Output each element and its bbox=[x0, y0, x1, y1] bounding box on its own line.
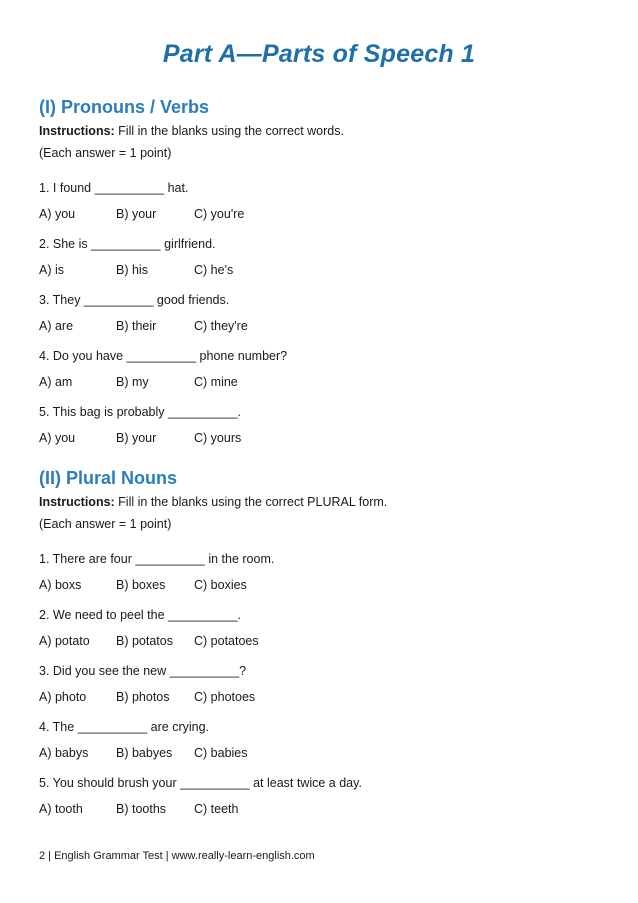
section-plural-nouns bbox=[39, 465, 599, 825]
answer-options bbox=[39, 370, 599, 394]
question-item bbox=[39, 713, 599, 769]
question-text: 5. This bag is probably __________. bbox=[39, 405, 242, 419]
option-a: A) potato bbox=[39, 634, 90, 648]
option-a: A) tooth bbox=[39, 802, 83, 816]
option-c: C) yours bbox=[194, 431, 242, 445]
points-note: (Each answer = 1 point) bbox=[39, 146, 172, 160]
question-item bbox=[39, 342, 599, 398]
instructions bbox=[39, 491, 599, 513]
question-text: 4. The __________ are crying. bbox=[39, 720, 210, 734]
option-b: B) babyes bbox=[116, 746, 173, 760]
question-item bbox=[39, 657, 599, 713]
question-item bbox=[39, 398, 599, 454]
question-text: 1. There are four __________ in the room. bbox=[39, 552, 275, 566]
question-text: 2. We need to peel the __________. bbox=[39, 608, 242, 622]
answer-options bbox=[39, 741, 599, 765]
question-item bbox=[39, 174, 599, 230]
answer-options bbox=[39, 685, 599, 709]
option-b: B) your bbox=[116, 207, 157, 221]
section-heading: (II) Plural Nouns bbox=[39, 468, 178, 488]
instructions-label: Instructions: bbox=[39, 124, 115, 138]
question-text: 3. They __________ good friends. bbox=[39, 293, 230, 307]
option-b: B) photos bbox=[116, 690, 170, 704]
question-text: 4. Do you have __________ phone number? bbox=[39, 349, 288, 363]
option-b: B) tooths bbox=[116, 802, 167, 816]
option-b: B) your bbox=[116, 431, 157, 445]
answer-options bbox=[39, 797, 599, 821]
answer-options bbox=[39, 629, 599, 653]
instructions bbox=[39, 120, 599, 142]
option-b: B) my bbox=[116, 375, 149, 389]
question-item bbox=[39, 230, 599, 286]
answer-options bbox=[39, 314, 599, 338]
answer-options bbox=[39, 573, 599, 597]
answer-options bbox=[39, 202, 599, 226]
section-heading: (I) Pronouns / Verbs bbox=[39, 97, 210, 117]
page-footer: 2 | English Grammar Test | www.really-learn-english.com bbox=[39, 850, 315, 862]
answer-options bbox=[39, 426, 599, 450]
option-b: B) their bbox=[116, 319, 157, 333]
option-a: A) boxs bbox=[39, 578, 82, 592]
instructions-label: Instructions: bbox=[39, 495, 115, 509]
option-c: C) they're bbox=[194, 319, 248, 333]
option-c: C) you're bbox=[194, 207, 245, 221]
instructions-text: Fill in the blanks using the correct PLURAL form. bbox=[114, 495, 388, 509]
option-c: C) babies bbox=[194, 746, 248, 760]
question-text: 3. Did you see the new __________? bbox=[39, 664, 247, 678]
option-c: C) boxies bbox=[194, 578, 247, 592]
option-a: A) you bbox=[39, 431, 76, 445]
question-text: 2. She is __________ girlfriend. bbox=[39, 237, 216, 251]
instructions-text: Fill in the blanks using the correct words. bbox=[114, 124, 344, 138]
page-title: Part A—Parts of Speech 1 bbox=[162, 40, 476, 68]
option-c: C) teeth bbox=[194, 802, 239, 816]
question-item bbox=[39, 769, 599, 825]
option-c: C) he's bbox=[194, 263, 234, 277]
question-item bbox=[39, 286, 599, 342]
option-b: B) his bbox=[116, 263, 148, 277]
section-pronouns-verbs bbox=[39, 94, 599, 454]
option-a: A) you bbox=[39, 207, 76, 221]
question-item bbox=[39, 601, 599, 657]
question-text: 5. You should brush your __________ at least twice a day. bbox=[39, 776, 362, 790]
option-b: B) boxes bbox=[116, 578, 166, 592]
option-c: C) mine bbox=[194, 375, 238, 389]
question-text: 1. I found __________ hat. bbox=[39, 181, 189, 195]
option-a: A) babys bbox=[39, 746, 89, 760]
option-c: C) potatoes bbox=[194, 634, 259, 648]
question-item bbox=[39, 545, 599, 601]
option-a: A) am bbox=[39, 375, 73, 389]
points-note: (Each answer = 1 point) bbox=[39, 517, 172, 531]
answer-options bbox=[39, 258, 599, 282]
option-a: A) is bbox=[39, 263, 64, 277]
option-c: C) photoes bbox=[194, 690, 256, 704]
option-a: A) photo bbox=[39, 690, 87, 704]
option-a: A) are bbox=[39, 319, 74, 333]
option-b: B) potatos bbox=[116, 634, 173, 648]
